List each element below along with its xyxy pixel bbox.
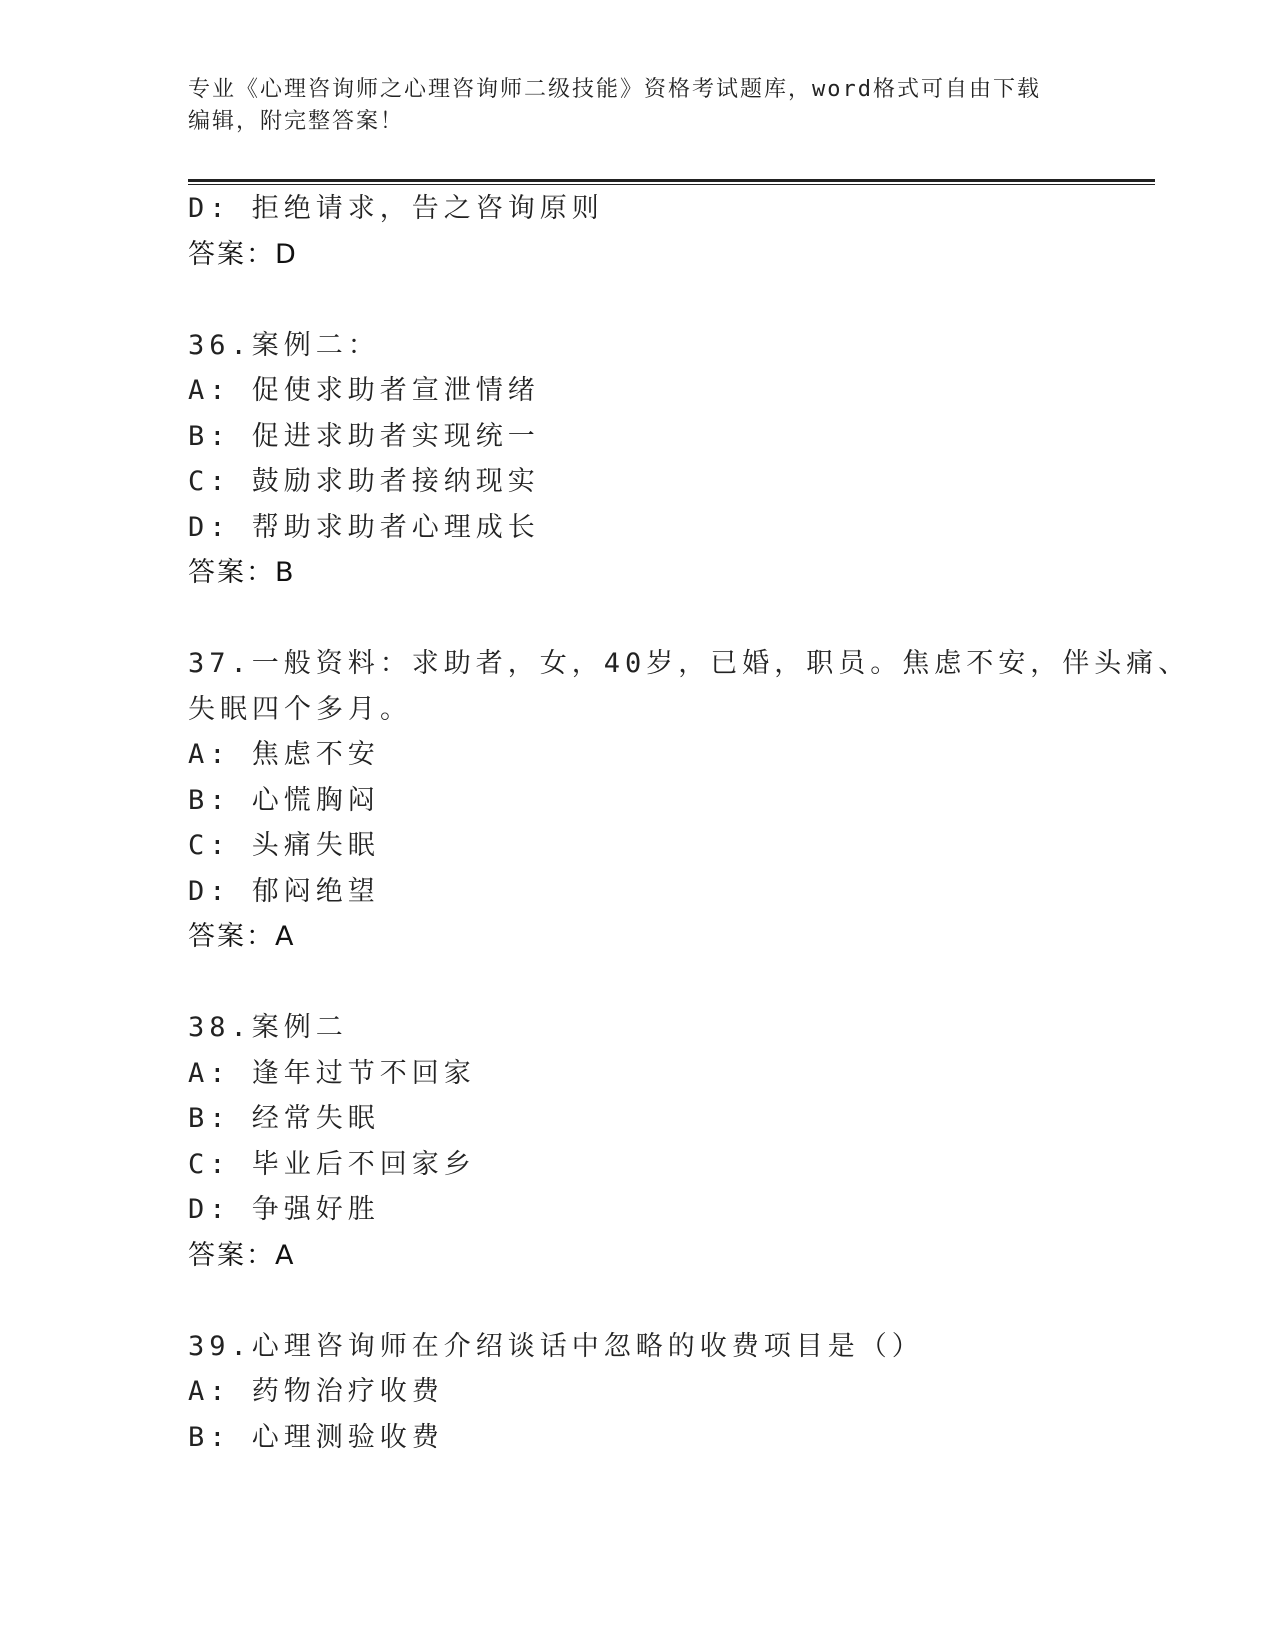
- question-39: [188, 1324, 1088, 1461]
- header-divider-thin: [188, 184, 1155, 185]
- option-c: C: 头痛失眠: [188, 830, 380, 861]
- option-b: B: 经常失眠: [188, 1103, 380, 1134]
- option-b: B: 心慌胸闷: [188, 784, 380, 816]
- option-c: C: 鼓励求助者接纳现实: [188, 466, 540, 497]
- question-list: [188, 186, 1191, 1460]
- option-a: A: 促使求助者宣泄情绪: [188, 375, 540, 406]
- option-d: D: 争强好胜: [188, 1194, 380, 1225]
- option-a: A: 焦虑不安: [188, 739, 380, 770]
- spacer: [188, 596, 1088, 642]
- question-stem: 39.心理咨询师在介绍谈话中忽略的收费项目是（）: [188, 1330, 924, 1362]
- question-stem: 36.案例二：: [188, 329, 380, 361]
- option-a: A: 逢年过节不回家: [188, 1057, 476, 1089]
- answer: 答案：B: [188, 557, 296, 588]
- answer: 答案：D: [188, 238, 298, 270]
- question-37: [188, 641, 1191, 960]
- option-d: D: 郁闷绝望: [188, 875, 380, 907]
- header-line-1: 专业《心理咨询师之心理咨询师二级技能》资格考试题库，word格式可自由下载: [188, 77, 1041, 102]
- header-divider-thick: [188, 179, 1155, 182]
- spacer: [188, 960, 1088, 1006]
- option-b: B: 心理测验收费: [188, 1421, 444, 1453]
- question-35: [188, 186, 1088, 277]
- answer: 答案：A: [188, 1239, 296, 1271]
- question-38: [188, 1005, 1088, 1278]
- option-c: C: 毕业后不回家乡: [188, 1148, 476, 1180]
- question-stem-line-2: 失眠四个多月。: [188, 693, 412, 725]
- spacer: [188, 1278, 1088, 1324]
- document-header: [188, 74, 1088, 138]
- question-stem-line-1: 37.一般资料：求助者，女，40岁，已婚，职员。焦虑不安，伴头痛、: [188, 648, 1191, 679]
- option-b: B: 促进求助者实现统一: [188, 420, 540, 452]
- header-line-2: 编辑，附完整答案！: [188, 109, 405, 134]
- question-36: [188, 323, 1088, 596]
- spacer: [188, 277, 1088, 323]
- answer: 答案：A: [188, 921, 296, 952]
- option-d: D: 拒绝请求，告之咨询原则: [188, 193, 604, 224]
- question-stem: 38.案例二: [188, 1012, 348, 1043]
- option-a: A: 药物治疗收费: [188, 1376, 444, 1407]
- option-d: D: 帮助求助者心理成长: [188, 511, 540, 543]
